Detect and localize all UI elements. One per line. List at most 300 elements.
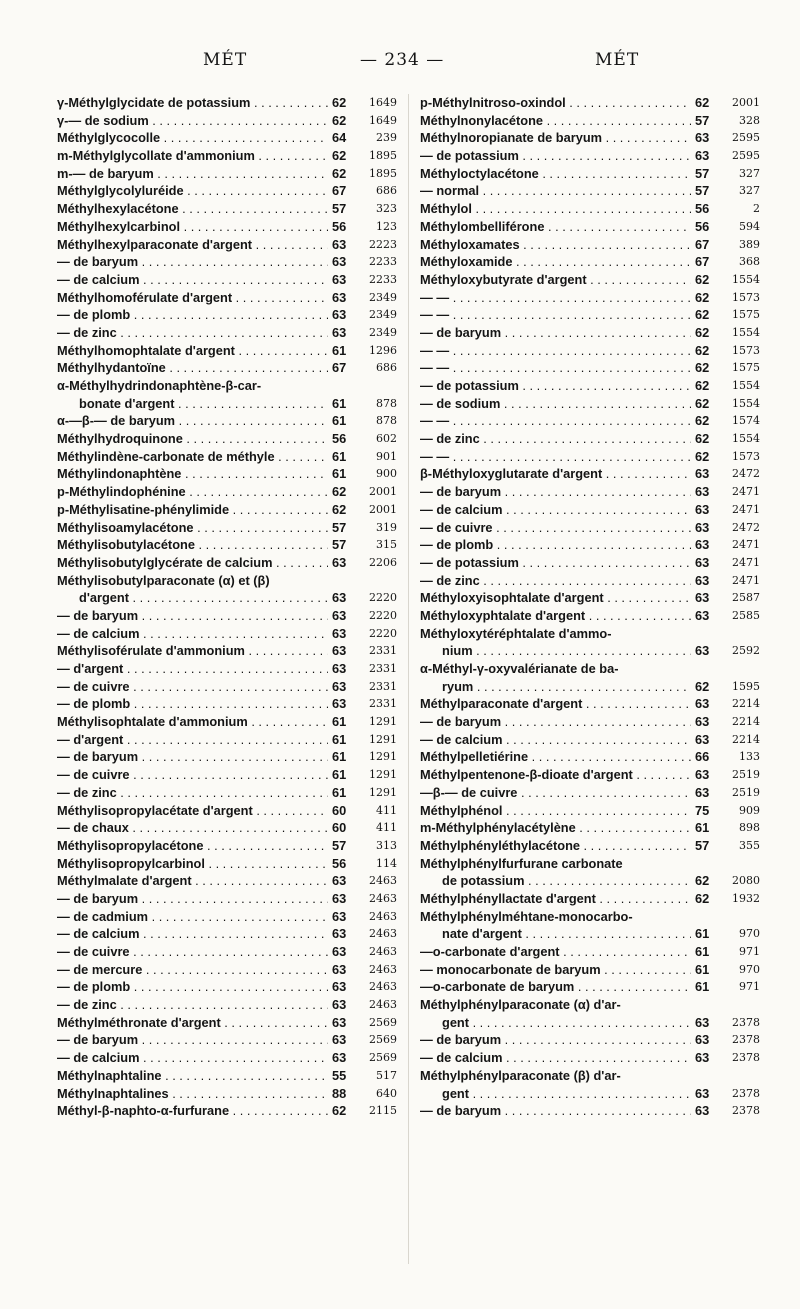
index-entry	[57, 536, 397, 554]
entry-term: Méthylphényllactate d'argent . . .	[420, 890, 710, 908]
entry-term: — de chaux . . .	[57, 819, 347, 837]
index-entry	[57, 289, 397, 307]
entry-volume: 62	[691, 448, 719, 466]
entry-volume: 62	[328, 147, 356, 165]
entry-page: 970	[720, 925, 760, 943]
entry-term: Méthylnaphtalines . . .	[57, 1085, 347, 1103]
index-entry	[420, 978, 760, 996]
entry-page: 1573	[720, 448, 760, 466]
entry-term: Méthylombelliférone . . .	[420, 218, 710, 236]
entry-volume: 63	[328, 306, 356, 324]
entry-page: 2463	[357, 943, 397, 961]
entry-volume: 61	[691, 943, 719, 961]
index-entry	[57, 94, 397, 112]
entry-page: 2331	[357, 660, 397, 678]
entry-term: γ-Méthylglycidate de potassium . . .	[57, 94, 347, 112]
entry-volume: 66	[691, 748, 719, 766]
entry-volume: 62	[691, 412, 719, 430]
entry-term: — de calcium . . .	[57, 625, 347, 643]
entry-term: Méthyloxamide . . .	[420, 253, 710, 271]
entry-page: 1554	[720, 271, 760, 289]
index-column-left	[57, 94, 397, 1120]
entry-volume: 61	[328, 342, 356, 360]
index-entry	[420, 412, 760, 430]
entry-term: Méthylhexylparaconate d'argent . . .	[57, 236, 347, 254]
entry-volume: 63	[691, 607, 719, 625]
entry-page: 2463	[357, 996, 397, 1014]
entry-page: 2471	[720, 483, 760, 501]
index-entry	[420, 200, 760, 218]
index-entry	[57, 589, 397, 607]
entry-term: gent . . .	[442, 1085, 710, 1103]
entry-volume: 60	[328, 819, 356, 837]
entry-term: bonate d'argent . . .	[79, 395, 347, 413]
entry-term: — de potassium . . .	[420, 147, 710, 165]
entry-page: 1296	[357, 342, 397, 360]
index-entry	[57, 819, 397, 837]
entry-volume: 62	[691, 289, 719, 307]
entry-term: — de plomb . . .	[57, 306, 347, 324]
entry-page: 2233	[357, 253, 397, 271]
entry-volume: 62	[691, 324, 719, 342]
entry-page: 2206	[357, 554, 397, 572]
entry-volume: 56	[691, 218, 719, 236]
entry-page: 2472	[720, 519, 760, 537]
index-entry	[57, 1031, 397, 1049]
index-entry	[57, 802, 397, 820]
entry-volume: 63	[328, 660, 356, 678]
entry-page: 2220	[357, 625, 397, 643]
entry-page: 2519	[720, 766, 760, 784]
entry-volume: 61	[691, 819, 719, 837]
entry-term: nate d'argent . . .	[442, 925, 710, 943]
entry-term: Méthylmalate d'argent . . .	[57, 872, 347, 890]
entry-page: 909	[720, 802, 760, 820]
entry-page: 2463	[357, 872, 397, 890]
entry-volume: 63	[328, 625, 356, 643]
entry-volume: 63	[691, 147, 719, 165]
entry-term: Méthylphényléthylacétone . . .	[420, 837, 710, 855]
entry-page: 2472	[720, 465, 760, 483]
entry-term: — de baryum . . .	[57, 253, 347, 271]
entry-term: Méthylpelletiérine . . .	[420, 748, 710, 766]
entry-term: Méthylphénylfurfurane carbonate	[420, 855, 623, 871]
entry-volume: 61	[328, 766, 356, 784]
index-entry	[420, 465, 760, 483]
index-entry	[57, 1014, 397, 1032]
entry-page: 686	[357, 359, 397, 377]
entry-volume: 63	[328, 908, 356, 926]
entry-term: Méthylhomophtalate d'argent . . .	[57, 342, 347, 360]
entry-volume: 56	[691, 200, 719, 218]
entry-term: — de zinc . . .	[420, 430, 710, 448]
entry-volume: 62	[691, 359, 719, 377]
entry-volume: 61	[691, 978, 719, 996]
index-entry	[420, 784, 760, 802]
entry-page: 1932	[720, 890, 760, 908]
entry-term: Méthylisophtalate d'ammonium . . .	[57, 713, 347, 731]
entry-volume: 63	[328, 925, 356, 943]
entry-term: — de cuivre . . .	[57, 678, 347, 696]
index-entry	[420, 802, 760, 820]
index-entry	[420, 713, 760, 731]
entry-volume: 63	[328, 872, 356, 890]
entry-term: — de baryum . . .	[57, 890, 347, 908]
entry-page: 2378	[720, 1102, 760, 1120]
index-entry	[420, 253, 760, 271]
entry-page: 1291	[357, 713, 397, 731]
entry-term: Méthylhomoférulate d'argent . . .	[57, 289, 347, 307]
entry-term: —o-carbonate d'argent . . .	[420, 943, 710, 961]
index-entry	[57, 908, 397, 926]
entry-term: m-Méthylphénylacétylène . . .	[420, 819, 710, 837]
index-entry	[57, 996, 397, 1014]
entry-term: ryum . . .	[442, 678, 710, 696]
entry-page: 878	[357, 412, 397, 430]
entry-volume: 63	[691, 784, 719, 802]
entry-term: — de potassium . . .	[420, 554, 710, 572]
entry-volume: 61	[328, 748, 356, 766]
entry-page: 2349	[357, 324, 397, 342]
entry-volume: 62	[691, 890, 719, 908]
entry-page: 123	[357, 218, 397, 236]
index-entry	[57, 554, 397, 572]
entry-term: α-Méthylhydrindonaphtène-β-car-	[57, 378, 262, 393]
entry-page: 327	[720, 165, 760, 183]
entry-volume: 57	[328, 536, 356, 554]
entry-page: 239	[357, 129, 397, 147]
index-entry	[420, 572, 760, 590]
entry-term: Méthylindène-carbonate de méthyle . . .	[57, 448, 347, 466]
entry-term: — de baryum . . .	[420, 1031, 710, 1049]
entry-volume: 63	[691, 589, 719, 607]
entry-term: Méthyloxytéréphtalate d'ammo-	[420, 625, 612, 641]
index-entry	[420, 483, 760, 501]
entry-volume: 63	[691, 129, 719, 147]
entry-page: 1575	[720, 306, 760, 324]
index-entry	[57, 731, 397, 749]
index-entry	[420, 678, 760, 696]
entry-volume: 62	[691, 430, 719, 448]
entry-page: 2331	[357, 642, 397, 660]
index-entry	[57, 200, 397, 218]
entry-volume: 67	[691, 253, 719, 271]
entry-term: Méthylpentenone-β-dioate d'argent . . .	[420, 766, 710, 784]
entry-volume: 56	[328, 430, 356, 448]
page-number: — 234 —	[360, 50, 445, 70]
entry-term: Méthylglycocolle . . .	[57, 129, 347, 147]
entry-term: m-— de baryum . . .	[57, 165, 347, 183]
index-entry	[420, 218, 760, 236]
index-entry	[57, 625, 397, 643]
entry-page: 2349	[357, 289, 397, 307]
entry-term: Méthylol . . .	[420, 200, 710, 218]
index-entry	[420, 625, 760, 643]
entry-page: 640	[357, 1085, 397, 1103]
entry-term: Méthyloxamates . . .	[420, 236, 710, 254]
entry-term: —o-carbonate de baryum . . .	[420, 978, 710, 996]
entry-term: Méthylhydantoïne . . .	[57, 359, 347, 377]
entry-term: de potassium . . .	[442, 872, 710, 890]
entry-page: 2223	[357, 236, 397, 254]
entry-volume: 61	[328, 448, 356, 466]
index-entry	[57, 642, 397, 660]
index-entry	[57, 660, 397, 678]
index-entry	[57, 218, 397, 236]
entry-term: — de zinc . . .	[57, 324, 347, 342]
entry-page: 517	[357, 1067, 397, 1085]
index-entry	[57, 129, 397, 147]
entry-page: 2587	[720, 589, 760, 607]
entry-page: 319	[357, 519, 397, 537]
entry-page: 2463	[357, 908, 397, 926]
index-entry	[420, 943, 760, 961]
entry-page: 594	[720, 218, 760, 236]
entry-term: Méthylphénylparaconate (α) d'ar-	[420, 997, 621, 1013]
entry-term: — de sodium . . .	[420, 395, 710, 413]
entry-page: 2378	[720, 1031, 760, 1049]
entry-volume: 63	[328, 695, 356, 713]
entry-page: 971	[720, 943, 760, 961]
entry-term: — d'argent . . .	[57, 731, 347, 749]
index-entry	[420, 1014, 760, 1032]
entry-page: 1291	[357, 784, 397, 802]
entry-page: 2595	[720, 129, 760, 147]
entry-page: 315	[357, 536, 397, 554]
entry-term: Méthylisobutylacétone . . .	[57, 536, 347, 554]
entry-term: — de plomb . . .	[420, 536, 710, 554]
entry-term: — — . . .	[420, 306, 710, 324]
entry-page: 2471	[720, 501, 760, 519]
entry-page: 411	[357, 802, 397, 820]
index-entry	[420, 271, 760, 289]
entry-term: Méthyl-β-naphto-α-furfurane . . .	[57, 1102, 347, 1120]
entry-term: — de baryum . . .	[420, 483, 710, 501]
entry-term: Méthylnoropianate de baryum . . .	[420, 129, 710, 147]
entry-term: — de baryum . . .	[57, 1031, 347, 1049]
index-entry	[57, 978, 397, 996]
index-entry	[57, 306, 397, 324]
running-head-right: MÉT	[595, 50, 640, 70]
entry-page: 900	[357, 465, 397, 483]
index-entry	[420, 748, 760, 766]
index-entry	[420, 908, 760, 926]
entry-term: Méthyloxyisophtalate d'argent . . .	[420, 589, 710, 607]
entry-page: 2378	[720, 1014, 760, 1032]
entry-volume: 62	[328, 165, 356, 183]
entry-term: — de plomb . . .	[57, 978, 347, 996]
entry-page: 2001	[720, 94, 760, 112]
index-entry	[57, 147, 397, 165]
entry-page: 2463	[357, 961, 397, 979]
index-entry	[57, 236, 397, 254]
index-entry	[420, 1085, 760, 1103]
entry-term: — de calcium . . .	[57, 925, 347, 943]
entry-term: Méthylphénylparaconate (β) d'ar-	[420, 1067, 621, 1083]
entry-term: p-Méthylisatine-phénylimide . . .	[57, 501, 347, 519]
index-entry	[57, 1102, 397, 1120]
entry-term: Méthylglycolyluréide . . .	[57, 182, 347, 200]
entry-page: 1554	[720, 395, 760, 413]
index-entry	[420, 182, 760, 200]
entry-page: 2220	[357, 589, 397, 607]
index-entry	[57, 395, 397, 413]
entry-volume: 62	[691, 271, 719, 289]
entry-term: — de zinc . . .	[57, 996, 347, 1014]
entry-page: 2001	[357, 483, 397, 501]
entry-page: 1291	[357, 731, 397, 749]
entry-term: — de calcium . . .	[57, 271, 347, 289]
entry-page: 2592	[720, 642, 760, 660]
index-entry	[57, 165, 397, 183]
index-entry	[420, 359, 760, 377]
entry-page: 2463	[357, 978, 397, 996]
index-entry	[57, 766, 397, 784]
entry-term: Méthylisopropylcarbinol . . .	[57, 855, 347, 873]
entry-page: 878	[357, 395, 397, 413]
entry-term: Méthylisopropylacétone . . .	[57, 837, 347, 855]
entry-term: — de cuivre . . .	[57, 766, 347, 784]
entry-volume: 63	[691, 731, 719, 749]
index-entry	[420, 536, 760, 554]
entry-page: 2471	[720, 554, 760, 572]
entry-page: 2569	[357, 1049, 397, 1067]
index-entry	[57, 519, 397, 537]
entry-term: — de baryum . . .	[420, 324, 710, 342]
entry-volume: 63	[328, 289, 356, 307]
entry-volume: 63	[328, 236, 356, 254]
index-entry	[420, 289, 760, 307]
entry-page: 2471	[720, 572, 760, 590]
index-entry	[57, 324, 397, 342]
entry-term: — de cuivre . . .	[57, 943, 347, 961]
entry-volume: 63	[691, 483, 719, 501]
index-entry	[57, 412, 397, 430]
index-entry	[420, 1067, 760, 1085]
entry-volume: 63	[328, 890, 356, 908]
entry-volume: 62	[328, 94, 356, 112]
entry-page: 133	[720, 748, 760, 766]
entry-volume: 75	[691, 802, 719, 820]
entry-volume: 67	[691, 236, 719, 254]
entry-page: 2214	[720, 695, 760, 713]
index-entry	[57, 678, 397, 696]
entry-page: 2569	[357, 1014, 397, 1032]
entry-page: 2001	[357, 501, 397, 519]
entry-term: — de calcium . . .	[420, 501, 710, 519]
entry-volume: 63	[691, 1031, 719, 1049]
entry-term: — de calcium . . .	[57, 1049, 347, 1067]
entry-page: 313	[357, 837, 397, 855]
index-entry	[57, 448, 397, 466]
entry-volume: 63	[328, 554, 356, 572]
entry-volume: 63	[328, 1031, 356, 1049]
entry-page: 1649	[357, 112, 397, 130]
index-entry	[420, 129, 760, 147]
entry-page: 2	[720, 200, 760, 218]
entry-volume: 62	[328, 501, 356, 519]
column-divider	[408, 94, 409, 1264]
entry-term: m-Méthylglycollate d'ammonium . . .	[57, 147, 347, 165]
index-entry	[420, 112, 760, 130]
entry-page: 1574	[720, 412, 760, 430]
entry-volume: 62	[328, 112, 356, 130]
entry-term: Méthylisoférulate d'ammonium . . .	[57, 642, 347, 660]
entry-volume: 57	[328, 519, 356, 537]
entry-volume: 62	[691, 377, 719, 395]
index-entry	[57, 713, 397, 731]
entry-page: 2378	[720, 1085, 760, 1103]
entry-term: — d'argent . . .	[57, 660, 347, 678]
entry-volume: 62	[691, 872, 719, 890]
entry-page: 1575	[720, 359, 760, 377]
entry-volume: 63	[691, 1014, 719, 1032]
entry-term: — monocarbonate de baryum . . .	[420, 961, 710, 979]
entry-term: Méthylméthronate d'argent . . .	[57, 1014, 347, 1032]
entry-volume: 61	[328, 395, 356, 413]
entry-term: — normal . . .	[420, 182, 710, 200]
entry-volume: 63	[691, 713, 719, 731]
entry-volume: 63	[328, 1014, 356, 1032]
entry-volume: 60	[328, 802, 356, 820]
entry-page: 2331	[357, 695, 397, 713]
index-entry	[420, 872, 760, 890]
entry-volume: 64	[328, 129, 356, 147]
index-entry	[57, 253, 397, 271]
entry-page: 1291	[357, 766, 397, 784]
entry-term: — de zinc . . .	[57, 784, 347, 802]
index-entry	[57, 925, 397, 943]
index-entry	[57, 1085, 397, 1103]
entry-page: 2595	[720, 147, 760, 165]
entry-volume: 62	[691, 306, 719, 324]
entry-term: — — . . .	[420, 342, 710, 360]
index-entry	[57, 890, 397, 908]
entry-page: 114	[357, 855, 397, 873]
entry-volume: 57	[691, 837, 719, 855]
index-entry	[420, 147, 760, 165]
entry-page: 1554	[720, 430, 760, 448]
entry-term: — de plomb . . .	[57, 695, 347, 713]
entry-term: Méthylindonaphtène . . .	[57, 465, 347, 483]
entry-term: — de cuivre . . .	[420, 519, 710, 537]
entry-term: p-Méthylindophénine . . .	[57, 483, 347, 501]
index-entry	[420, 996, 760, 1014]
entry-volume: 62	[328, 1102, 356, 1120]
index-entry	[57, 182, 397, 200]
entry-term: d'argent . . .	[79, 589, 347, 607]
entry-volume: 56	[328, 855, 356, 873]
entry-volume: 62	[691, 342, 719, 360]
entry-volume: 55	[328, 1067, 356, 1085]
entry-term: — — . . .	[420, 412, 710, 430]
entry-term: gent . . .	[442, 1014, 710, 1032]
entry-term: — de baryum . . .	[420, 1102, 710, 1120]
entry-page: 2519	[720, 784, 760, 802]
entry-term: —β-— de cuivre . . .	[420, 784, 710, 802]
entry-volume: 63	[328, 961, 356, 979]
entry-term: — de zinc . . .	[420, 572, 710, 590]
index-entry	[420, 395, 760, 413]
entry-volume: 63	[328, 642, 356, 660]
page-header	[55, 50, 755, 80]
entry-volume: 57	[691, 182, 719, 200]
index-entry	[57, 748, 397, 766]
index-entry	[57, 1067, 397, 1085]
entry-page: 368	[720, 253, 760, 271]
entry-term: — de baryum . . .	[57, 748, 347, 766]
entry-volume: 67	[328, 182, 356, 200]
